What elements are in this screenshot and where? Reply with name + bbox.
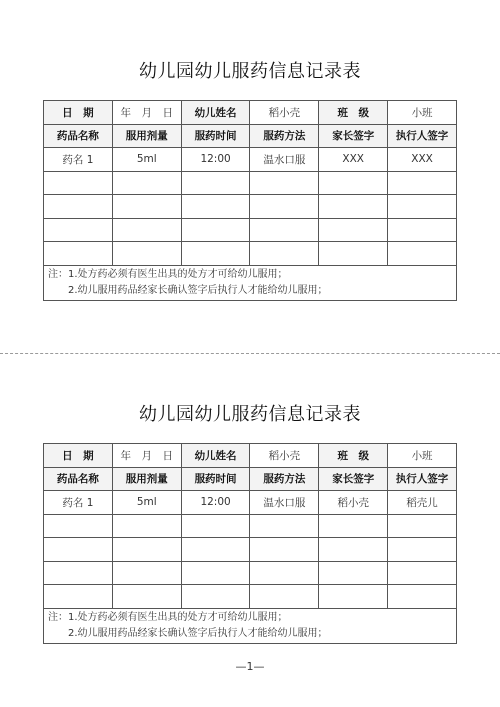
cell-time[interactable]	[181, 218, 250, 242]
form-title: 幼儿园幼儿服药信息记录表	[139, 404, 361, 425]
child-name-label: 幼儿姓名	[181, 444, 250, 468]
col-parent-signature: 家长签字	[319, 467, 388, 491]
note-line-1: 注：1.处方药必须有医生出具的处方才可给幼儿服用；	[48, 268, 288, 280]
cell-time[interactable]	[181, 538, 250, 562]
cell-time[interactable]: 12:00	[181, 148, 250, 172]
cell-parent-signature[interactable]	[319, 585, 388, 609]
cell-medicine-name[interactable]	[44, 195, 113, 219]
cell-medicine-name[interactable]	[44, 242, 113, 266]
cell-time[interactable]	[181, 514, 250, 538]
column-header-row	[44, 467, 457, 491]
date-label: 日 期	[44, 444, 113, 468]
cell-executor-signature[interactable]	[388, 538, 457, 562]
col-dosage: 服用剂量	[112, 467, 181, 491]
medication-table	[43, 100, 457, 301]
cell-executor-signature[interactable]	[388, 242, 457, 266]
cell-parent-signature[interactable]	[319, 561, 388, 585]
cell-time[interactable]	[181, 561, 250, 585]
cell-parent-signature[interactable]: 稻小壳	[319, 491, 388, 515]
class-field[interactable]: 小班	[388, 101, 457, 125]
cell-method[interactable]	[250, 514, 319, 538]
cell-dosage[interactable]	[112, 218, 181, 242]
col-method: 服药方法	[250, 467, 319, 491]
cell-medicine-name[interactable]	[44, 171, 113, 195]
class-field[interactable]: 小班	[388, 444, 457, 468]
table-row	[44, 148, 457, 172]
cell-medicine-name[interactable]	[44, 218, 113, 242]
table-row	[44, 491, 457, 515]
cell-dosage[interactable]: 5ml	[112, 148, 181, 172]
cell-method[interactable]	[250, 218, 319, 242]
note-line-1: 注：1.处方药必须有医生出具的处方才可给幼儿服用；	[48, 611, 288, 623]
note-line-2: 2.幼儿服用药品经家长确认签字后执行人才能给幼儿服用；	[68, 627, 328, 639]
table-row	[44, 195, 457, 219]
table-row	[44, 514, 457, 538]
col-dosage: 服用剂量	[112, 124, 181, 148]
cell-method[interactable]	[250, 538, 319, 562]
table-row	[44, 561, 457, 585]
child-name-field[interactable]: 稻小壳	[250, 101, 319, 125]
cell-parent-signature[interactable]	[319, 514, 388, 538]
table-row	[44, 242, 457, 266]
cell-dosage[interactable]	[112, 242, 181, 266]
cell-parent-signature[interactable]	[319, 218, 388, 242]
cell-method[interactable]	[250, 242, 319, 266]
child-name-field[interactable]: 稻小壳	[250, 444, 319, 468]
cell-executor-signature[interactable]	[388, 171, 457, 195]
date-label: 日 期	[44, 101, 113, 125]
cell-method[interactable]: 温水口服	[250, 491, 319, 515]
cell-parent-signature[interactable]	[319, 538, 388, 562]
table-row	[44, 171, 457, 195]
cell-dosage[interactable]	[112, 514, 181, 538]
cell-executor-signature[interactable]	[388, 195, 457, 219]
col-method: 服药方法	[250, 124, 319, 148]
cell-time[interactable]	[181, 585, 250, 609]
note-line-2: 2.幼儿服用药品经家长确认签字后执行人才能给幼儿服用；	[68, 284, 328, 296]
cell-method[interactable]	[250, 561, 319, 585]
cell-medicine-name[interactable]	[44, 561, 113, 585]
cell-dosage[interactable]	[112, 561, 181, 585]
cell-method[interactable]	[250, 171, 319, 195]
cell-parent-signature[interactable]	[319, 171, 388, 195]
table-row	[44, 585, 457, 609]
cell-parent-signature[interactable]	[319, 242, 388, 266]
cell-parent-signature[interactable]: XXX	[319, 148, 388, 172]
cell-method[interactable]: 温水口服	[250, 148, 319, 172]
class-label: 班 级	[319, 101, 388, 125]
cell-medicine-name[interactable]	[44, 514, 113, 538]
column-header-row	[44, 124, 457, 148]
notes-cell	[44, 608, 457, 643]
cell-executor-signature[interactable]	[388, 585, 457, 609]
cell-executor-signature[interactable]	[388, 561, 457, 585]
table-row	[44, 218, 457, 242]
cell-medicine-name[interactable]	[44, 585, 113, 609]
form-title: 幼儿园幼儿服药信息记录表	[139, 61, 361, 82]
table-row	[44, 538, 457, 562]
cell-method[interactable]	[250, 195, 319, 219]
notes-row	[44, 265, 457, 300]
cell-parent-signature[interactable]	[319, 195, 388, 219]
class-label: 班 级	[319, 444, 388, 468]
child-name-label: 幼儿姓名	[181, 101, 250, 125]
cut-line-divider	[0, 353, 500, 354]
cell-executor-signature[interactable]: XXX	[388, 148, 457, 172]
header-info-row	[44, 444, 457, 468]
cell-dosage[interactable]	[112, 171, 181, 195]
cell-dosage[interactable]: 5ml	[112, 491, 181, 515]
cell-executor-signature[interactable]	[388, 514, 457, 538]
col-executor-signature: 执行人签字	[388, 467, 457, 491]
cell-dosage[interactable]	[112, 195, 181, 219]
col-parent-signature: 家长签字	[319, 124, 388, 148]
col-medicine-name: 药品名称	[44, 124, 113, 148]
cell-time[interactable]	[181, 195, 250, 219]
cell-medicine-name[interactable]: 药名 1	[44, 491, 113, 515]
cell-method[interactable]	[250, 585, 319, 609]
cell-medicine-name[interactable]: 药名 1	[44, 148, 113, 172]
cell-time[interactable]	[181, 242, 250, 266]
col-executor-signature: 执行人签字	[388, 124, 457, 148]
cell-time[interactable]: 12:00	[181, 491, 250, 515]
page-number: —1—	[235, 660, 265, 673]
date-field[interactable]: 年 月 日	[112, 101, 181, 125]
date-field[interactable]: 年 月 日	[112, 444, 181, 468]
col-medicine-name: 药品名称	[44, 467, 113, 491]
cell-dosage[interactable]	[112, 585, 181, 609]
cell-medicine-name[interactable]	[44, 538, 113, 562]
cell-executor-signature[interactable]: 稻壳儿	[388, 491, 457, 515]
header-info-row	[44, 101, 457, 125]
notes-cell	[44, 265, 457, 300]
cell-time[interactable]	[181, 171, 250, 195]
col-time: 服药时间	[181, 467, 250, 491]
cell-dosage[interactable]	[112, 538, 181, 562]
medication-table	[43, 443, 457, 644]
cell-executor-signature[interactable]	[388, 218, 457, 242]
col-time: 服药时间	[181, 124, 250, 148]
notes-row	[44, 608, 457, 643]
